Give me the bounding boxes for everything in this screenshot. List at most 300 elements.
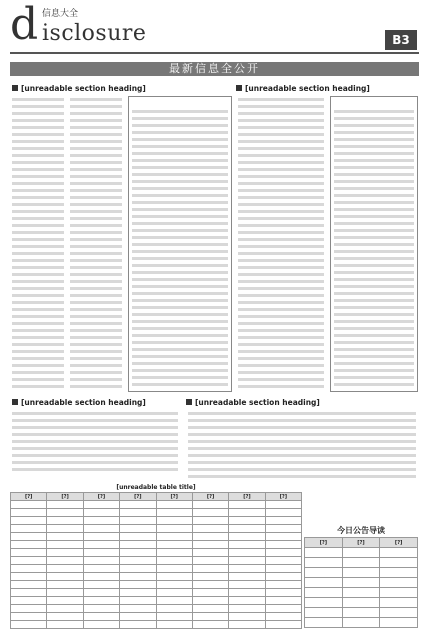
table-cell	[265, 573, 301, 581]
table-header-cell: [?]	[11, 493, 47, 501]
text-line-placeholder	[12, 440, 178, 443]
text-line-placeholder	[12, 98, 64, 101]
edition-badge: B3	[385, 30, 417, 50]
table-cell	[47, 573, 83, 581]
text-line-placeholder	[334, 278, 414, 281]
text-line-placeholder	[132, 348, 228, 351]
table-row	[11, 509, 302, 517]
text-line-placeholder	[70, 322, 122, 325]
text-line-placeholder	[70, 217, 122, 220]
text-line-placeholder	[238, 182, 324, 185]
text-line-placeholder	[70, 126, 122, 129]
section-head-mid-left: [unreadable section heading]	[12, 398, 146, 408]
text-line-placeholder	[334, 348, 414, 351]
table-cell	[192, 557, 228, 565]
section-head-mid-center: [unreadable section heading]	[186, 398, 320, 408]
table-cell	[192, 613, 228, 621]
table-cell	[305, 588, 343, 598]
text-line-placeholder	[238, 98, 324, 101]
text-line-placeholder	[12, 447, 178, 450]
text-line-placeholder	[132, 257, 228, 260]
text-line-placeholder	[12, 280, 64, 283]
table-cell	[380, 568, 418, 578]
table-cell	[120, 589, 156, 597]
text-line-placeholder	[12, 412, 178, 415]
text-line-placeholder	[334, 187, 414, 190]
text-line-placeholder	[12, 189, 64, 192]
text-line-placeholder	[238, 161, 324, 164]
text-line-placeholder	[12, 140, 64, 143]
text-line-placeholder	[12, 454, 178, 457]
text-line-placeholder	[334, 362, 414, 365]
text-line-placeholder	[12, 371, 64, 374]
text-line-placeholder	[12, 231, 64, 234]
text-line-placeholder	[188, 475, 416, 478]
text-line-placeholder	[70, 329, 122, 332]
text-line-placeholder	[132, 201, 228, 204]
text-line-placeholder	[70, 336, 122, 339]
table-cell	[120, 621, 156, 629]
table-row	[11, 517, 302, 525]
table-cell	[380, 578, 418, 588]
text-line-placeholder	[334, 264, 414, 267]
schedule-table	[304, 537, 418, 628]
table-cell	[265, 509, 301, 517]
text-line-placeholder	[12, 433, 178, 436]
schedule-row	[305, 558, 418, 568]
text-line-placeholder	[132, 166, 228, 169]
table-header-cell: [?]	[265, 493, 301, 501]
table-cell	[83, 589, 119, 597]
schedule-row	[305, 608, 418, 618]
text-line-placeholder	[334, 145, 414, 148]
table-cell	[265, 565, 301, 573]
text-line-placeholder	[70, 98, 122, 101]
table-title: [unreadable table title]	[116, 484, 196, 491]
table-header-cell: [?]	[192, 493, 228, 501]
text-line-placeholder	[70, 238, 122, 241]
text-line-placeholder	[132, 306, 228, 309]
table-header-cell: [?]	[120, 493, 156, 501]
text-line-placeholder	[12, 357, 64, 360]
table-row	[11, 589, 302, 597]
table-cell	[229, 565, 265, 573]
text-line-placeholder	[238, 280, 324, 283]
text-line-placeholder	[334, 201, 414, 204]
table-cell	[47, 621, 83, 629]
table-cell	[265, 525, 301, 533]
text-line-placeholder	[132, 180, 228, 183]
table-cell	[47, 549, 83, 557]
text-line-placeholder	[238, 210, 324, 213]
text-line-placeholder	[70, 231, 122, 234]
text-line-placeholder	[132, 362, 228, 365]
table-cell	[120, 565, 156, 573]
table-cell	[156, 589, 192, 597]
table-cell	[11, 613, 47, 621]
text-line-placeholder	[334, 327, 414, 330]
schedule-row	[305, 588, 418, 598]
table-cell	[342, 618, 380, 628]
text-line-placeholder	[238, 287, 324, 290]
text-line-placeholder	[188, 426, 416, 429]
table-cell	[47, 533, 83, 541]
text-line-placeholder	[334, 138, 414, 141]
text-line-placeholder	[334, 299, 414, 302]
text-line-placeholder	[70, 245, 122, 248]
text-line-placeholder	[70, 308, 122, 311]
text-line-placeholder	[188, 433, 416, 436]
text-line-placeholder	[188, 419, 416, 422]
text-line-placeholder	[70, 140, 122, 143]
text-line-placeholder	[12, 238, 64, 241]
table-cell	[229, 533, 265, 541]
text-line-placeholder	[238, 364, 324, 367]
table-cell	[305, 608, 343, 618]
text-line-placeholder	[70, 371, 122, 374]
table-cell	[229, 509, 265, 517]
text-line-placeholder	[334, 236, 414, 239]
text-line-placeholder	[238, 203, 324, 206]
text-line-placeholder	[132, 117, 228, 120]
text-line-placeholder	[132, 159, 228, 162]
table-cell	[265, 557, 301, 565]
text-line-placeholder	[334, 285, 414, 288]
text-line-placeholder	[238, 112, 324, 115]
table-cell	[156, 533, 192, 541]
text-line-placeholder	[238, 350, 324, 353]
text-line-placeholder	[12, 210, 64, 213]
text-line-placeholder	[70, 105, 122, 108]
table-cell	[192, 501, 228, 509]
text-line-placeholder	[132, 376, 228, 379]
table-cell	[47, 517, 83, 525]
text-line-placeholder	[70, 266, 122, 269]
table-row	[11, 541, 302, 549]
table-cell	[229, 621, 265, 629]
text-line-placeholder	[238, 231, 324, 234]
table-row	[11, 613, 302, 621]
text-line-placeholder	[132, 215, 228, 218]
table-cell	[83, 549, 119, 557]
text-line-placeholder	[238, 196, 324, 199]
text-line-placeholder	[334, 243, 414, 246]
text-line-placeholder	[132, 292, 228, 295]
table-header-cell: [?]	[156, 493, 192, 501]
masthead-logo-letter: d	[10, 0, 39, 50]
table-cell	[342, 588, 380, 598]
text-line-placeholder	[238, 119, 324, 122]
text-line-placeholder	[334, 124, 414, 127]
table-cell	[229, 525, 265, 533]
text-line-placeholder	[70, 252, 122, 255]
text-line-placeholder	[70, 210, 122, 213]
text-line-placeholder	[238, 126, 324, 129]
table-cell	[83, 573, 119, 581]
text-line-placeholder	[334, 383, 414, 386]
table-cell	[11, 525, 47, 533]
text-line-placeholder	[70, 224, 122, 227]
table-cell	[83, 533, 119, 541]
text-line-placeholder	[334, 166, 414, 169]
table-cell	[380, 558, 418, 568]
table-cell	[265, 605, 301, 613]
masthead-tag: 信息大全	[42, 9, 79, 19]
table-cell	[229, 573, 265, 581]
text-line-placeholder	[70, 385, 122, 388]
text-line-placeholder	[334, 306, 414, 309]
text-line-placeholder	[132, 271, 228, 274]
table-cell	[47, 597, 83, 605]
text-line-placeholder	[12, 182, 64, 185]
text-line-placeholder	[238, 329, 324, 332]
text-line-placeholder	[238, 308, 324, 311]
text-line-placeholder	[12, 315, 64, 318]
table-cell	[156, 613, 192, 621]
text-line-placeholder	[334, 152, 414, 155]
table-cell	[265, 589, 301, 597]
text-line-placeholder	[132, 369, 228, 372]
table-cell	[11, 517, 47, 525]
table-cell	[11, 605, 47, 613]
text-line-placeholder	[132, 278, 228, 281]
table-cell	[305, 618, 343, 628]
table-cell	[156, 549, 192, 557]
table-row	[11, 565, 302, 573]
text-line-placeholder	[238, 357, 324, 360]
text-line-placeholder	[70, 154, 122, 157]
table-cell	[342, 548, 380, 558]
table-cell	[192, 597, 228, 605]
table-cell	[265, 517, 301, 525]
table-cell	[120, 597, 156, 605]
text-line-placeholder	[12, 259, 64, 262]
table-cell	[342, 568, 380, 578]
table-cell	[156, 557, 192, 565]
text-line-placeholder	[70, 182, 122, 185]
table-cell	[11, 549, 47, 557]
table-cell	[192, 565, 228, 573]
table-cell	[192, 509, 228, 517]
section-head-top-right: [unreadable section heading]	[236, 84, 370, 94]
text-line-placeholder	[238, 140, 324, 143]
text-line-placeholder	[12, 217, 64, 220]
table-cell	[120, 501, 156, 509]
table-cell	[156, 581, 192, 589]
text-line-placeholder	[12, 273, 64, 276]
table-cell	[120, 581, 156, 589]
text-line-placeholder	[12, 126, 64, 129]
text-line-placeholder	[12, 161, 64, 164]
text-line-placeholder	[334, 194, 414, 197]
schedule-row	[305, 598, 418, 608]
text-line-placeholder	[334, 376, 414, 379]
text-line-placeholder	[238, 252, 324, 255]
text-line-placeholder	[334, 369, 414, 372]
section-head-top-left: [unreadable section heading]	[12, 84, 146, 94]
schedule-row	[305, 568, 418, 578]
text-line-placeholder	[12, 266, 64, 269]
text-line-placeholder	[334, 229, 414, 232]
text-line-placeholder	[132, 320, 228, 323]
text-line-placeholder	[334, 208, 414, 211]
text-line-placeholder	[238, 378, 324, 381]
text-line-placeholder	[12, 287, 64, 290]
table-cell	[11, 533, 47, 541]
table-cell	[83, 565, 119, 573]
text-line-placeholder	[132, 383, 228, 386]
table-cell	[120, 533, 156, 541]
table-header-cell: [?]	[380, 538, 418, 548]
table-cell	[229, 597, 265, 605]
text-line-placeholder	[238, 371, 324, 374]
table-cell	[83, 613, 119, 621]
table-cell	[120, 525, 156, 533]
text-line-placeholder	[12, 154, 64, 157]
text-line-placeholder	[12, 294, 64, 297]
text-line-placeholder	[238, 301, 324, 304]
masthead-logo-word: isclosure	[42, 21, 147, 46]
text-line-placeholder	[12, 385, 64, 388]
text-line-placeholder	[12, 168, 64, 171]
table-cell	[11, 501, 47, 509]
table-cell	[120, 517, 156, 525]
table-cell	[156, 605, 192, 613]
table-cell	[265, 581, 301, 589]
text-line-placeholder	[12, 322, 64, 325]
schedule-row	[305, 578, 418, 588]
table-cell	[229, 549, 265, 557]
table-cell	[11, 509, 47, 517]
table-cell	[47, 501, 83, 509]
text-line-placeholder	[70, 175, 122, 178]
table-cell	[192, 517, 228, 525]
text-line-placeholder	[12, 364, 64, 367]
text-line-placeholder	[132, 110, 228, 113]
text-line-placeholder	[132, 194, 228, 197]
table-cell	[83, 581, 119, 589]
table-row	[11, 501, 302, 509]
text-line-placeholder	[238, 168, 324, 171]
table-cell	[229, 517, 265, 525]
table-cell	[83, 597, 119, 605]
text-line-placeholder	[238, 105, 324, 108]
table-row	[11, 621, 302, 629]
table-cell	[11, 557, 47, 565]
schedule-row	[305, 618, 418, 628]
text-line-placeholder	[132, 250, 228, 253]
table-cell	[83, 605, 119, 613]
text-line-placeholder	[70, 203, 122, 206]
text-line-placeholder	[132, 334, 228, 337]
table-cell	[192, 621, 228, 629]
table-cell	[156, 501, 192, 509]
table-cell	[192, 533, 228, 541]
text-line-placeholder	[70, 301, 122, 304]
text-line-placeholder	[70, 119, 122, 122]
text-line-placeholder	[132, 131, 228, 134]
text-line-placeholder	[132, 243, 228, 246]
text-line-placeholder	[132, 313, 228, 316]
text-line-placeholder	[132, 236, 228, 239]
table-cell	[83, 517, 119, 525]
table-cell	[120, 613, 156, 621]
table-header-cell: [?]	[305, 538, 343, 548]
text-line-placeholder	[12, 147, 64, 150]
text-line-placeholder	[238, 238, 324, 241]
text-line-placeholder	[70, 357, 122, 360]
table-row	[11, 597, 302, 605]
table-header-cell: [?]	[47, 493, 83, 501]
table-cell	[380, 608, 418, 618]
text-line-placeholder	[238, 322, 324, 325]
table-cell	[156, 525, 192, 533]
text-line-placeholder	[70, 294, 122, 297]
text-line-placeholder	[238, 245, 324, 248]
text-line-placeholder	[334, 110, 414, 113]
text-line-placeholder	[334, 334, 414, 337]
table-cell	[11, 565, 47, 573]
text-line-placeholder	[70, 273, 122, 276]
text-line-placeholder	[238, 175, 324, 178]
table-cell	[192, 589, 228, 597]
table-cell	[156, 573, 192, 581]
text-line-placeholder	[12, 224, 64, 227]
text-line-placeholder	[132, 264, 228, 267]
table-cell	[229, 581, 265, 589]
text-line-placeholder	[12, 105, 64, 108]
table-cell	[47, 557, 83, 565]
table-cell	[83, 621, 119, 629]
table-cell	[47, 589, 83, 597]
table-cell	[47, 541, 83, 549]
table-cell	[11, 597, 47, 605]
text-line-placeholder	[132, 355, 228, 358]
table-cell	[305, 578, 343, 588]
text-line-placeholder	[70, 161, 122, 164]
square-bullet-icon	[186, 399, 192, 405]
table-cell	[305, 598, 343, 608]
text-line-placeholder	[238, 273, 324, 276]
table-cell	[229, 613, 265, 621]
table-cell	[192, 541, 228, 549]
text-line-placeholder	[334, 215, 414, 218]
table-cell	[192, 549, 228, 557]
text-line-placeholder	[70, 343, 122, 346]
banner: 最新信息全公开	[10, 62, 419, 76]
text-line-placeholder	[70, 287, 122, 290]
text-line-placeholder	[70, 133, 122, 136]
text-line-placeholder	[238, 154, 324, 157]
text-line-placeholder	[238, 217, 324, 220]
table-cell	[265, 613, 301, 621]
table-cell	[11, 541, 47, 549]
table-cell	[83, 509, 119, 517]
text-line-placeholder	[132, 173, 228, 176]
table-row	[11, 533, 302, 541]
table-cell	[380, 548, 418, 558]
text-line-placeholder	[334, 117, 414, 120]
table-cell	[265, 533, 301, 541]
table-cell	[380, 588, 418, 598]
text-line-placeholder	[12, 301, 64, 304]
text-line-placeholder	[132, 124, 228, 127]
table-cell	[156, 621, 192, 629]
text-line-placeholder	[132, 208, 228, 211]
table-cell	[11, 581, 47, 589]
table-row	[11, 605, 302, 613]
text-line-placeholder	[334, 355, 414, 358]
